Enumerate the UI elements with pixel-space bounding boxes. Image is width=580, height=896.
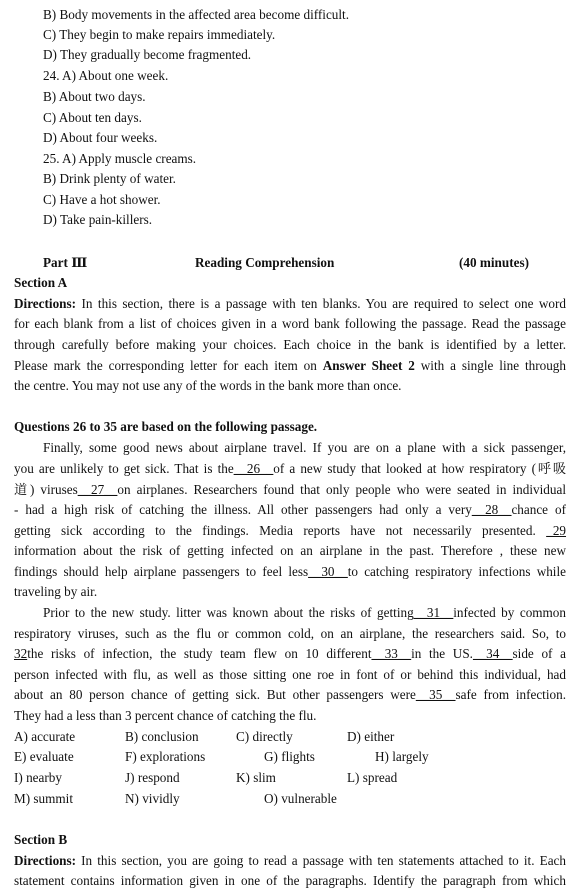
bank-choice-d: D) either (347, 729, 395, 744)
passage-line: traveling by air. (14, 584, 98, 599)
passage-line: 32the risks of infection, the study team flew on 10 different__33__in the US.__34__side of a (14, 646, 566, 661)
passage-line: - had a high risk of catching the illness. All other passengers had only a very__28__chance of (14, 502, 566, 517)
question-25: 25. A) Apply muscle creams. (43, 151, 197, 166)
part-title: Reading Comprehension (195, 255, 335, 270)
bank-choice-o: O) vulnerable (264, 791, 337, 806)
option-line: C) About ten days. (43, 110, 142, 125)
blank-26: __26__ (233, 461, 274, 476)
directions-line: the centre. You may not use any of the words in the bank more than once. (14, 378, 402, 393)
section-a-label: Section A (14, 275, 68, 290)
passage-line: They had a less than 3 percent chance of catching the flu. (14, 708, 317, 723)
question-24: 24. A) About one week. (43, 68, 169, 83)
passage-line: findings should help airplane passengers to feel less__30__to catching respiratory infections while (14, 564, 566, 579)
option-line: C) Have a hot shower. (43, 192, 161, 207)
passage-line: Prior to the new study. litter was known about the risks of getting__31__infected by common (43, 605, 566, 620)
option-line: B) Body movements in the affected area become difficult. (43, 7, 350, 22)
bank-choice-c: C) directly (236, 729, 293, 744)
blank-29: _29 (546, 523, 567, 538)
option-line: D) They gradually become fragmented. (43, 47, 252, 62)
blank-32: 32 (14, 646, 28, 661)
part-time: (40 minutes) (459, 255, 529, 270)
directions-line: for each blank from a list of choices given in a word bank following the passage. Read the passage (14, 316, 566, 331)
passage-line: respiratory viruses, such as the flu or common cold, on an airplane, the researchers said. So, to (14, 626, 566, 641)
option-line: C) They begin to make repairs immediately. (43, 27, 276, 42)
option-line: B) About two days. (43, 89, 146, 104)
bank-choice-a: A) accurate (14, 729, 76, 744)
bank-choice-i: I) nearby (14, 770, 62, 785)
directions-line: Please mark the corresponding letter for each item on Answer Sheet 2 with a single line through (14, 358, 566, 373)
passage-line: you are unlikely to get sick. That is the__26__of a new study that looked at how respiratory (呼吸 (14, 461, 567, 476)
bank-choice-b: B) conclusion (125, 729, 199, 744)
questions-heading: Questions 26 to 35 are based on the following passage. (14, 419, 318, 434)
passage-line: Finally, some good news about airplane travel. If you are on a plane with a sick passenger, (43, 440, 566, 455)
directions-line: Directions: In this section, you are going to read a passage with ten statements attached to it. Each (14, 853, 566, 868)
blank-34: __34__ (472, 646, 513, 661)
passage-line: person infected with flu, as well as those sitting one roe in font of or behind this individual, had (14, 667, 566, 682)
option-line: B) Drink plenty of water. (43, 171, 176, 186)
section-b-label: Section B (14, 832, 68, 847)
bank-choice-m: M) summit (14, 791, 73, 806)
bank-choice-h: H) largely (375, 749, 429, 764)
directions-line: Directions: In this section, there is a passage with ten blanks. You are required to select one word (14, 296, 566, 311)
bank-choice-g: G) flights (264, 749, 315, 764)
passage-line: information about the risk of getting infected on an airplane in the past. Therefore , these new (14, 543, 566, 558)
passage-line: getting sick according to the findings. Media reports have not necessarily presented. _29 (14, 523, 567, 538)
passage-line: about an 80 person chance of getting sick. But other passengers were__35__safe from infection. (14, 687, 566, 702)
blank-35: __35__ (415, 687, 456, 702)
blank-27: __27__ (77, 482, 118, 497)
bank-choice-j: J) respond (125, 770, 180, 785)
passage-line: 道) viruses__27__on airplanes. Researchers found that only people who were seated in individual (14, 482, 566, 497)
blank-28: __28__ (471, 502, 512, 517)
bank-choice-l: L) spread (347, 770, 398, 785)
bank-choice-f: F) explorations (125, 749, 206, 764)
blank-31: __31__ (413, 605, 454, 620)
blank-33: __33__ (371, 646, 412, 661)
option-line: D) Take pain-killers. (43, 212, 153, 227)
part-label: Part Ⅲ (43, 255, 88, 270)
bank-choice-e: E) evaluate (14, 749, 74, 764)
bank-choice-k: K) slim (236, 770, 276, 785)
directions-line: through carefully before making your choices. Each choice in the bank is identified by a letter. (14, 337, 566, 352)
option-line: D) About four weeks. (43, 130, 158, 145)
blank-30: __30__ (308, 564, 348, 579)
bank-choice-n: N) vividly (125, 791, 180, 806)
directions-line: statement contains information given in one of the paragraphs. Identify the paragraph from which (14, 873, 566, 888)
